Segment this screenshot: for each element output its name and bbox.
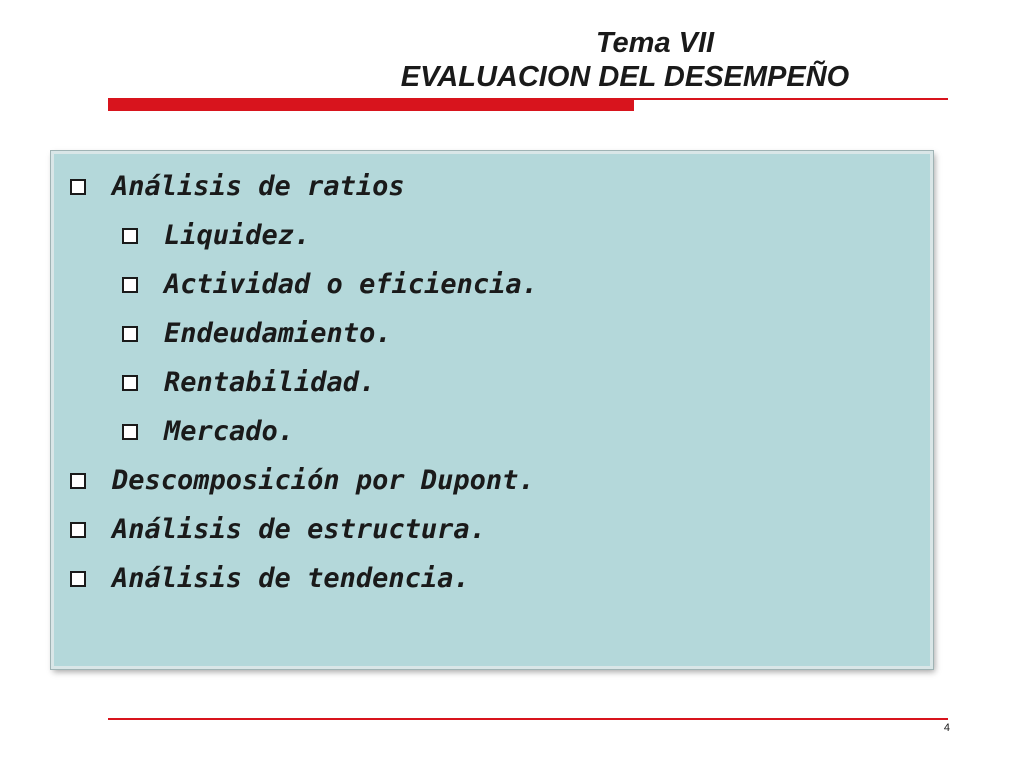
list-item — [70, 260, 538, 309]
header-divider-thick — [108, 99, 634, 111]
square-bullet-icon — [70, 179, 86, 195]
square-bullet-icon — [122, 228, 138, 244]
bullet-list — [70, 162, 538, 603]
square-bullet-icon — [122, 424, 138, 440]
square-bullet-icon — [70, 522, 86, 538]
list-item-label: Descomposición por Dupont. — [112, 465, 535, 496]
list-item — [70, 554, 538, 603]
list-item-label: Actividad o eficiencia. — [164, 269, 538, 300]
square-bullet-icon — [122, 277, 138, 293]
square-bullet-icon — [122, 326, 138, 342]
page-number: 4 — [943, 722, 950, 734]
slide-title — [330, 26, 970, 94]
content-box — [51, 151, 933, 669]
list-item — [70, 162, 538, 211]
square-bullet-icon — [70, 473, 86, 489]
list-item — [70, 456, 538, 505]
list-item-label: Rentabilidad. — [164, 367, 376, 398]
title-heading: EVALUACION DEL DESEMPEÑO — [400, 61, 850, 93]
title-topic: Tema VII — [595, 27, 715, 59]
list-item-label: Endeudamiento. — [164, 318, 392, 349]
list-item-label: Análisis de ratios — [112, 171, 405, 202]
list-item — [70, 211, 538, 260]
list-item-label: Análisis de tendencia. — [112, 563, 470, 594]
square-bullet-icon — [70, 571, 86, 587]
list-item-label: Liquidez. — [164, 220, 311, 251]
list-item — [70, 309, 538, 358]
square-bullet-icon — [122, 375, 138, 391]
list-item — [70, 358, 538, 407]
list-item — [70, 505, 538, 554]
footer-divider — [108, 718, 948, 720]
list-item-label: Análisis de estructura. — [112, 514, 486, 545]
list-item-label: Mercado. — [164, 416, 295, 447]
list-item — [70, 407, 538, 456]
